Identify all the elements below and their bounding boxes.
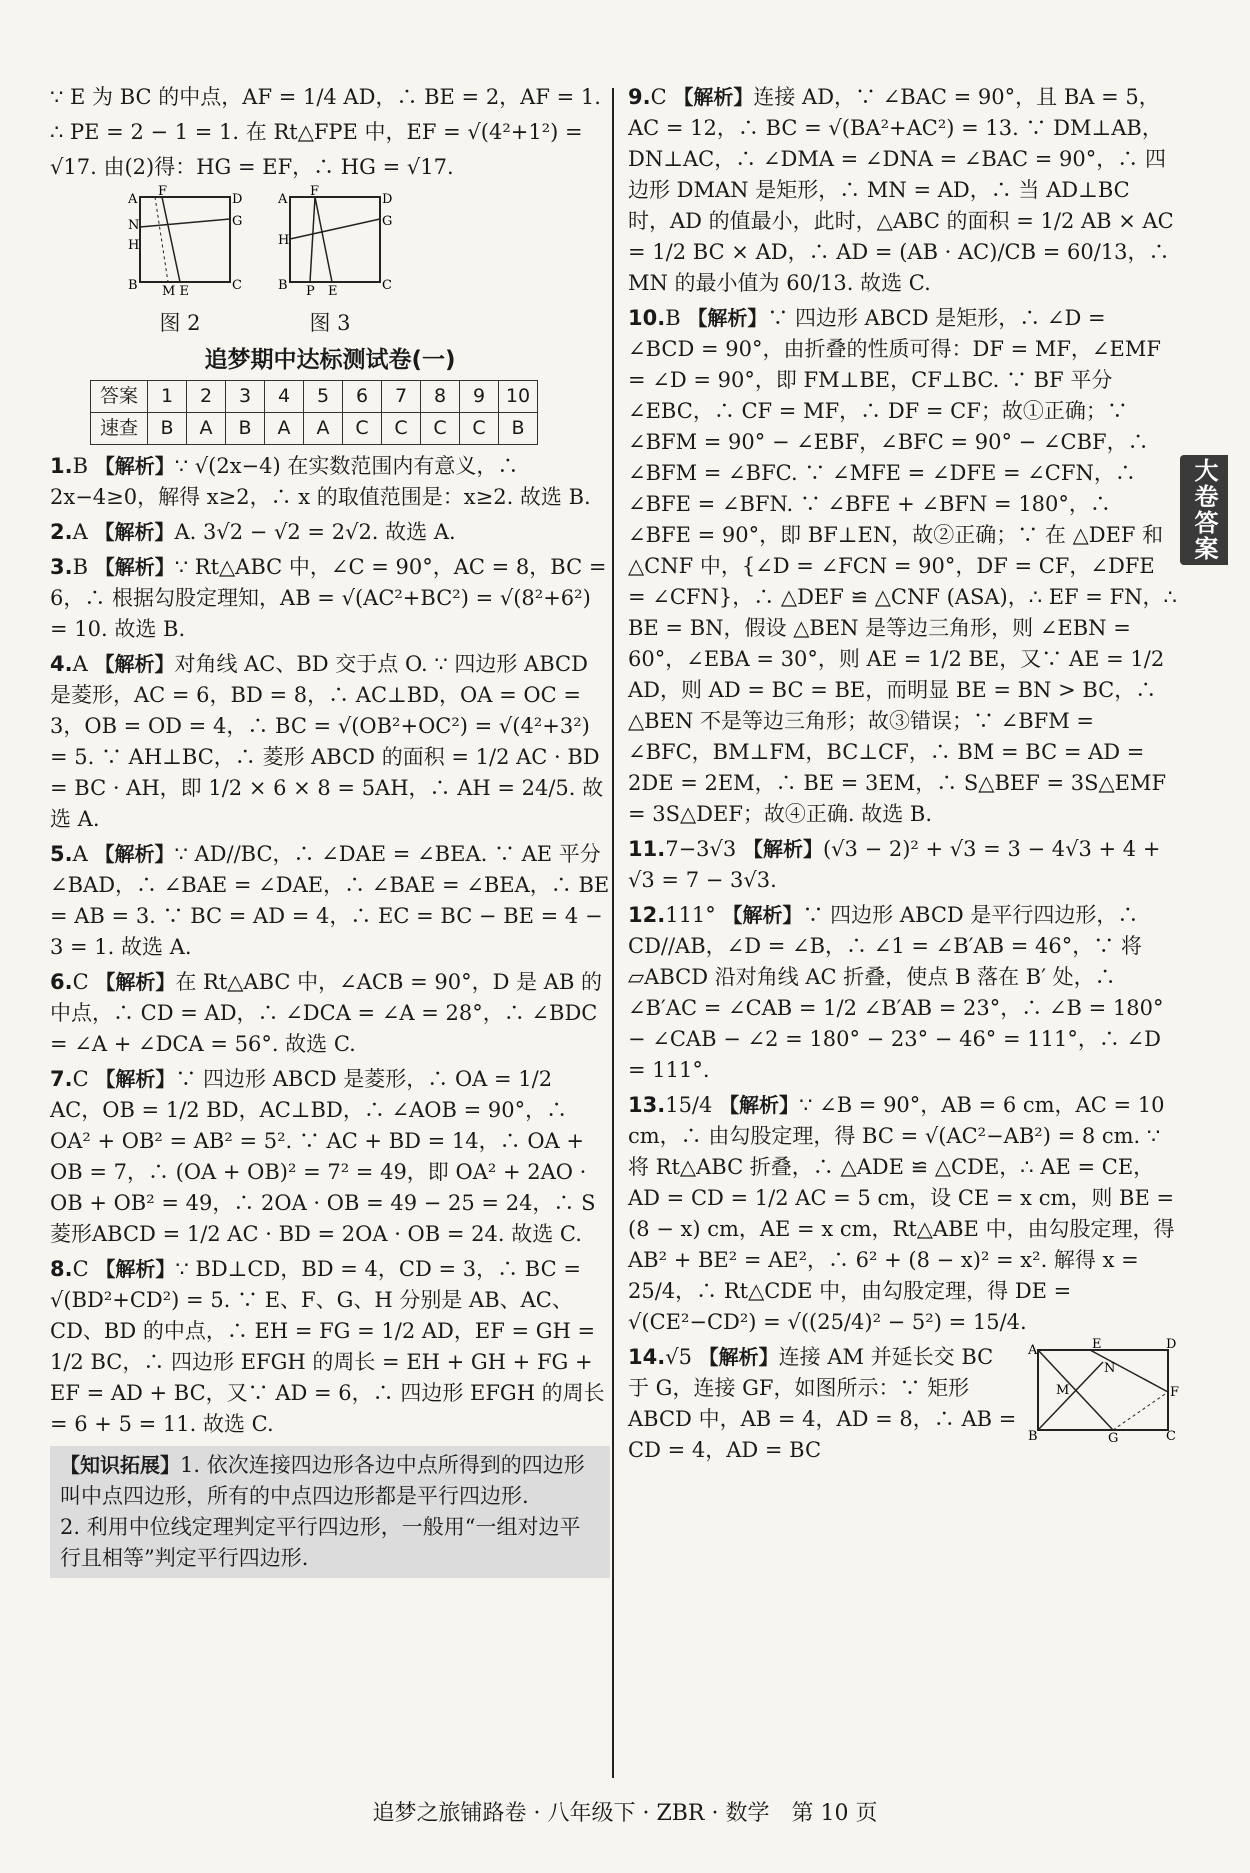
svg-text:E: E (328, 284, 338, 299)
intro-line: √17. 由(2)得：HG = EF，∴ HG = √17. (50, 155, 454, 179)
figure-3 (270, 184, 393, 339)
question-number: 3 (226, 381, 265, 413)
figure-2 (120, 184, 243, 339)
solution-item: 8.C 【解析】∵ BD⊥CD，BD = 4，CD = 3，∴ BC = √(BD²+CD²) = 5. ∵ E、F、G、H 分别是 AB、AC、CD、BD 的中点，∴ EH = FG = 1/2 AD，EF = GH = 1/2 BC，∴ 四边形 EFGH 的周长 = EH + GH + FG + EF = AD + BC，又∵ AD = 6，∴ 四边形 EFGH 的周长 = 6 + 5 = 11. 故选 C. (50, 1257, 605, 1436)
answer-cell: C (382, 413, 421, 445)
figure-caption: 图 2 (159, 311, 201, 335)
svg-text:N: N (1104, 1361, 1116, 1376)
svg-text:D: D (1166, 1337, 1177, 1352)
answer-cell: B (226, 413, 265, 445)
intro-line: ∴ PE = 2 − 1 = 1. 在 Rt△FPE 中，EF = √(4²+1²) = (50, 120, 583, 144)
figure-row (120, 184, 610, 339)
svg-text:C: C (382, 278, 392, 293)
question-number: 2 (187, 381, 226, 413)
solution-item: 14.√5 【解析】连接 AM 并延长交 BC 于 G，连接 GF，如图所示：∵ 矩形 ABCD 中，AB = 4，AD = 8，∴ AB = CD = 4，AD = BC (628, 1345, 1017, 1462)
svg-text:A: A (278, 192, 288, 207)
answer-cell: C (421, 413, 460, 445)
exam-title: 追梦期中达标测试卷(一) (204, 347, 456, 373)
solution-item: 12.111° 【解析】∵ 四边形 ABCD 是平行四边形，∴ CD//AB，∠D = ∠B，∴ ∠1 = ∠B′AB = 46°，∵ 将 ▱ABCD 沿对角线 AC 折叠，使点 B 落在 B′ 处，∴ ∠B′AC = ∠CAB = 1/2 ∠B′AB = 23°，∴ ∠B = 180° − ∠CAB − ∠2 = 180° − 23° − 46° = 111°，∴ ∠D = 111°. (628, 903, 1164, 1082)
knowledge-box (50, 1446, 610, 1578)
answer-cell: A (265, 413, 304, 445)
solution-item: 3.B 【解析】∵ Rt△ABC 中，∠C = 90°，AC = 8，BC = 6，∴ 根据勾股定理知，AB = √(AC²+BC²) = √(8²+6²) = 10. 故选 B. (50, 555, 607, 641)
svg-text:G: G (232, 214, 243, 229)
question-number: 10 (499, 381, 538, 413)
solution-item: 6.C 【解析】在 Rt△ABC 中，∠ACB = 90°，D 是 AB 的中点，∴ CD = AD，∴ ∠DCA = ∠A = 28°，∴ ∠BDC = ∠A + ∠DCA = 56°. 故选 C. (50, 970, 603, 1056)
solution-item: 2.A 【解析】A. 3√2 − √2 = 2√2. 故选 A. (50, 520, 456, 544)
svg-text:A: A (1028, 1343, 1038, 1358)
question-number: 7 (382, 381, 421, 413)
knowledge-line: 1. 依次连接四边形各边中点所得到的四边形叫中点四边形，所有的中点四边形都是平行四边形. (60, 1453, 585, 1508)
svg-text:B: B (278, 278, 288, 293)
solution-item: 11.7−3√3 【解析】(√3 − 2)² + √3 = 3 − 4√3 + 4 + √3 = 7 − 3√3. (628, 837, 1161, 892)
svg-text:A: A (128, 192, 138, 207)
solution-item: 9.C 【解析】连接 AD，∵ ∠BAC = 90°，且 BA = 5，AC = 12，∴ BC = √(BA²+AC²) = 13. ∵ DM⊥AB，DN⊥AC，∴ ∠DMA = ∠DNA = ∠BAC = 90°，∴ 四边形 DMAN 是矩形，∴ MN = AD，∴ 当 AD⊥BC 时，AD 的值最小，此时，△ABC 的面积 = 1/2 AB × AC = 1/2 BC × AD，∴ AD = (AB · AC)/CB = 60/13，∴ MN 的最小值为 60/13. 故选 C. (628, 85, 1174, 295)
solution-item: 7.C 【解析】∵ 四边形 ABCD 是菱形，∴ OA = 1/2 AC，OB = 1/2 BD，AC⊥BD，∴ ∠AOB = 90°，∴ OA² + OB² = AB² = 5². ∵ AC + BD = 14，∴ OA + OB = 7，∴ (OA + OB)² = 7² = 49，即 OA² + 2AO · OB + OB² = 49，∴ 2OA · OB = 49 − 25 = 24，∴ S菱形ABCD = 1/2 AC · BD = 2OA · OB = 24. 故选 C. (50, 1067, 596, 1246)
table-header: 答案 (91, 381, 148, 413)
column-divider (612, 88, 614, 1778)
svg-text:H: H (128, 238, 140, 253)
answer-cell: A (187, 413, 226, 445)
square-diagram-3 (270, 184, 393, 299)
svg-text:C: C (1166, 1429, 1176, 1444)
svg-text:H: H (278, 233, 290, 248)
table-header: 速查 (91, 413, 148, 445)
svg-text:F: F (158, 184, 168, 199)
answer-cell: C (460, 413, 499, 445)
answer-cell: C (343, 413, 382, 445)
page-footer: 追梦之旅铺路卷 · 八年级下 · ZBR · 数学 第 10 页 (372, 1801, 878, 1826)
svg-text:G: G (1108, 1431, 1119, 1446)
rectangle-diagram-14 (1028, 1337, 1180, 1446)
solution-item: 1.B 【解析】∵ √(2x−4) 在实数范围内有意义，∴ 2x−4≥0，解得 x≥2，∴ x 的取值范围是：x≥2. 故选 B. (50, 454, 591, 509)
svg-text:E: E (1092, 1337, 1102, 1352)
side-tab: 大卷答案 (1180, 455, 1228, 565)
figure-caption: 图 3 (309, 311, 351, 335)
svg-text:F: F (310, 184, 320, 199)
svg-text:F: F (1170, 1385, 1180, 1400)
knowledge-line: 2. 利用中位线定理判定平行四边形，一般用“一组对边平行且相等”判定平行四边形. (60, 1515, 581, 1570)
svg-text:D: D (232, 192, 243, 207)
answer-cell: B (499, 413, 538, 445)
svg-text:B: B (1028, 1429, 1038, 1444)
square-diagram-2 (120, 184, 243, 299)
solution-item: 13.15/4 【解析】∵ ∠B = 90°，AB = 6 cm，AC = 10 cm，∴ 由勾股定理，得 BC = √(AC²−AB²) = 8 cm. ∵ 将 Rt△ABC 折叠，∴ △ADE ≌ △CDE，∴ AE = CE，AD = CD = 1/2 AC = 5 cm，设 CE = x cm，则 BE = (8 − x) cm，AE = x cm，Rt△ABE 中，由勾股定理，得 AB² + BE² = AE²，∴ 6² + (8 − x)² = x². 解得 x = 25/4，∴ Rt△CDE 中，由勾股定理，得 DE = √(CE²−CD²) = √((25/4)² − 5²) = 15/4. (628, 1093, 1175, 1334)
answer-cell: A (304, 413, 343, 445)
svg-text:B: B (128, 278, 138, 293)
question-number: 9 (460, 381, 499, 413)
solution-item: 5.A 【解析】∵ AD//BC，∴ ∠DAE = ∠BEA. ∵ AE 平分 ∠BAD，∴ ∠BAE = ∠DAE，∴ ∠BAE = ∠BEA，∴ BE = AB = 3. ∵ BC = AD = 4，∴ EC = BC − BE = 4 − 3 = 1. 故选 A. (50, 842, 610, 959)
question-number: 4 (265, 381, 304, 413)
question-number: 8 (421, 381, 460, 413)
right-column (628, 82, 1178, 1470)
knowledge-tag: 【知识拓展】 (60, 1453, 180, 1477)
solution-item: 10.B 【解析】∵ 四边形 ABCD 是矩形，∴ ∠D = ∠BCD = 90°，由折叠的性质可得：DF = MF，∠EMF = ∠D = 90°，即 FM⊥BE，CF⊥BC. ∵ BF 平分 ∠EBC，∴ CF = MF，∴ DF = CF；故①正确；∵ ∠BFM = 90° − ∠EBF，∠BFC = 90° − ∠CBF，∴ ∠BFM = ∠BFC. ∵ ∠MFE = ∠DFE = ∠CFN，∴ ∠BFE = ∠BFN. ∵ ∠BFE + ∠BFN = 180°，∴ ∠BFE = 90°，即 BF⊥EN，故②正确；∵ 在 △DEF 和 △CNF 中，{∠D = ∠FCN = 90°，DF = CF，∠DFE = ∠CFN}，∴ △DEF ≌ △CNF (ASA)，∴ EF = FN，∴ BE = BN，假设 △BEN 是等边三角形，则 ∠EBN = 60°，∠EBA = 30°，则 AE = 1/2 BE，又∵ AE = 1/2 AD，则 AD = BC = BE，而明显 BE = BN > BC，∴ △BEN 不是等边三角形；故③错误；∵ ∠BFM = ∠BFC，BM⊥FM，BC⊥CF，∴ BM = BC = AD = 2DE = 2EM，∴ BE = 3EM，∴ S△BEF = 3S△EMF = 3S△DEF；故④正确. 故选 B. (628, 306, 1177, 826)
svg-text:N: N (128, 218, 140, 233)
svg-text:M E: M E (162, 284, 189, 299)
svg-text:D: D (382, 192, 393, 207)
question-number: 6 (343, 381, 382, 413)
answer-cell: B (148, 413, 187, 445)
intro-line: ∵ E 为 BC 的中点，AF = 1/4 AD，∴ BE = 2，AF = 1. (50, 85, 601, 109)
answer-table (90, 380, 538, 445)
svg-text:C: C (232, 278, 242, 293)
svg-text:G: G (382, 214, 393, 229)
question-number: 1 (148, 381, 187, 413)
left-column (50, 82, 610, 1578)
svg-text:M: M (1056, 1383, 1070, 1398)
solution-item: 4.A 【解析】对角线 AC、BD 交于点 O. ∵ 四边形 ABCD 是菱形，AC = 6，BD = 8，∴ AC⊥BD，OA = OC = 3，OB = OD = 4，∴ BC = √(OB²+OC²) = √(4²+3²) = 5. ∵ AH⊥BC，∴ 菱形 ABCD 的面积 = 1/2 AC · BD = BC · AH，即 1/2 × 6 × 8 = 5AH，∴ AH = 24/5. 故选 A. (50, 652, 604, 831)
svg-text:P: P (306, 284, 315, 299)
item-14-row (628, 1337, 1180, 1470)
question-number: 5 (304, 381, 343, 413)
